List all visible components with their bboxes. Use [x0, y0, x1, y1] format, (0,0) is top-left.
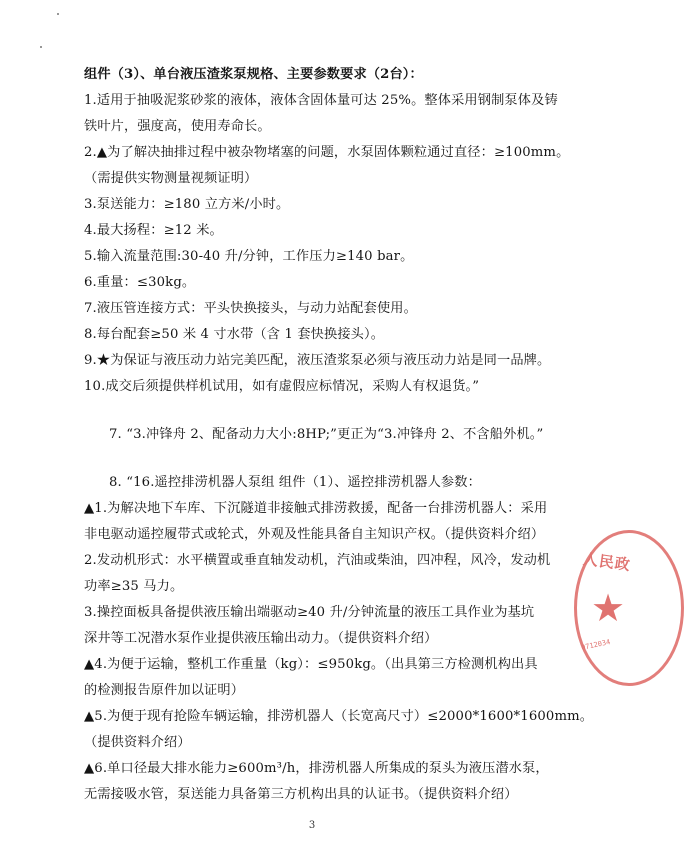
body-line: 无需接吸水管，泵送能力具备第三方机构出具的认证书。（提供资料介绍） — [84, 787, 518, 802]
body-line: 6.重量：≤30kg。 — [84, 275, 196, 290]
scan-speck — [57, 13, 59, 15]
star-icon: ★ — [591, 586, 626, 630]
body-line: 1.适用于抽吸泥浆砂浆的液体，液体含固体量可达 25%。整体采用钢制泵体及铸 — [84, 93, 558, 108]
page-number: 3 — [308, 820, 316, 831]
body-line: 7.液压管连接方式：平头快换接头，与动力站配套使用。 — [84, 301, 417, 316]
body-line: ▲1.为解决地下车库、下沉隧道非接触式排涝救援，配备一台排涝机器人：采用 — [84, 501, 548, 516]
body-line: ▲4.为便于运输，整机工作重量（kg）：≤950kg。（出具第三方检测机构出具 — [84, 657, 538, 672]
official-seal — [574, 530, 684, 686]
section-heading: 组件（3）、单台液压渣浆泵规格、主要参数要求（2台）： — [84, 67, 423, 82]
body-line: 深井等工况潜水泵作业提供液压输出动力。（提供资料介绍） — [84, 631, 438, 646]
body-line: 非电驱动遥控履带式或轮式，外观及性能具备自主知识产权。（提供资料介绍） — [84, 527, 545, 542]
correction-item-8: 8. “16.遥控排涝机器人泵组 组件（1）、遥控排涝机器人参数： — [109, 475, 481, 490]
body-line: ▲6.单口径最大排水能力≥600m³/h，排涝机器人所集成的泵头为液压潜水泵， — [84, 761, 549, 776]
body-line: 4.最大扬程：≥12 米。 — [84, 223, 223, 238]
body-line: 9.★为保证与液压动力站完美匹配，液压渣浆泵必须与液压动力站是同一品牌。 — [84, 353, 551, 368]
body-line: 功率≥35 马力。 — [84, 579, 184, 594]
body-line: 铁叶片，强度高，使用寿命长。 — [84, 119, 271, 134]
body-line: ▲5.为便于现有抢险车辆运输，排涝机器人（长宽高尺寸）≤2000*1600*1600mm。 — [84, 709, 594, 724]
body-line: 5.输入流量范围:30-40 升/分钟，工作压力≥140 bar。 — [84, 249, 414, 264]
seal-text: 人民政 — [581, 549, 632, 575]
seal-code: 0712034 — [580, 638, 612, 652]
body-line: （提供资料介绍） — [84, 735, 191, 750]
correction-item-7: 7. “3.冲锋舟 2、配备动力大小:8HP;”更正为“3.冲锋舟 2、不含船外机。” — [109, 427, 544, 442]
body-line: 8.每台配套≥50 米 4 寸水带（含 1 套快换接头）。 — [84, 327, 385, 342]
body-line: 2.▲为了解决抽排过程中被杂物堵塞的问题，水泵固体颗粒通过直径：≥100mm。 — [84, 145, 570, 160]
body-line: 2.发动机形式：水平横置或垂直轴发动机，汽油或柴油，四冲程，风冷，发动机 — [84, 553, 551, 568]
body-line: （需提供实物测量视频证明） — [84, 171, 258, 186]
scan-speck — [40, 46, 42, 48]
body-line: 3.操控面板具备提供液压输出端驱动≥40 升/分钟流量的液压工具作业为基坑 — [84, 605, 535, 620]
body-line: 10.成交后须提供样机试用，如有虚假应标情况，采购人有权退货。” — [84, 379, 480, 394]
body-line: 的检测报告原件加以证明） — [84, 683, 245, 698]
body-line: 3.泵送能力：≥180 立方米/小时。 — [84, 197, 290, 212]
